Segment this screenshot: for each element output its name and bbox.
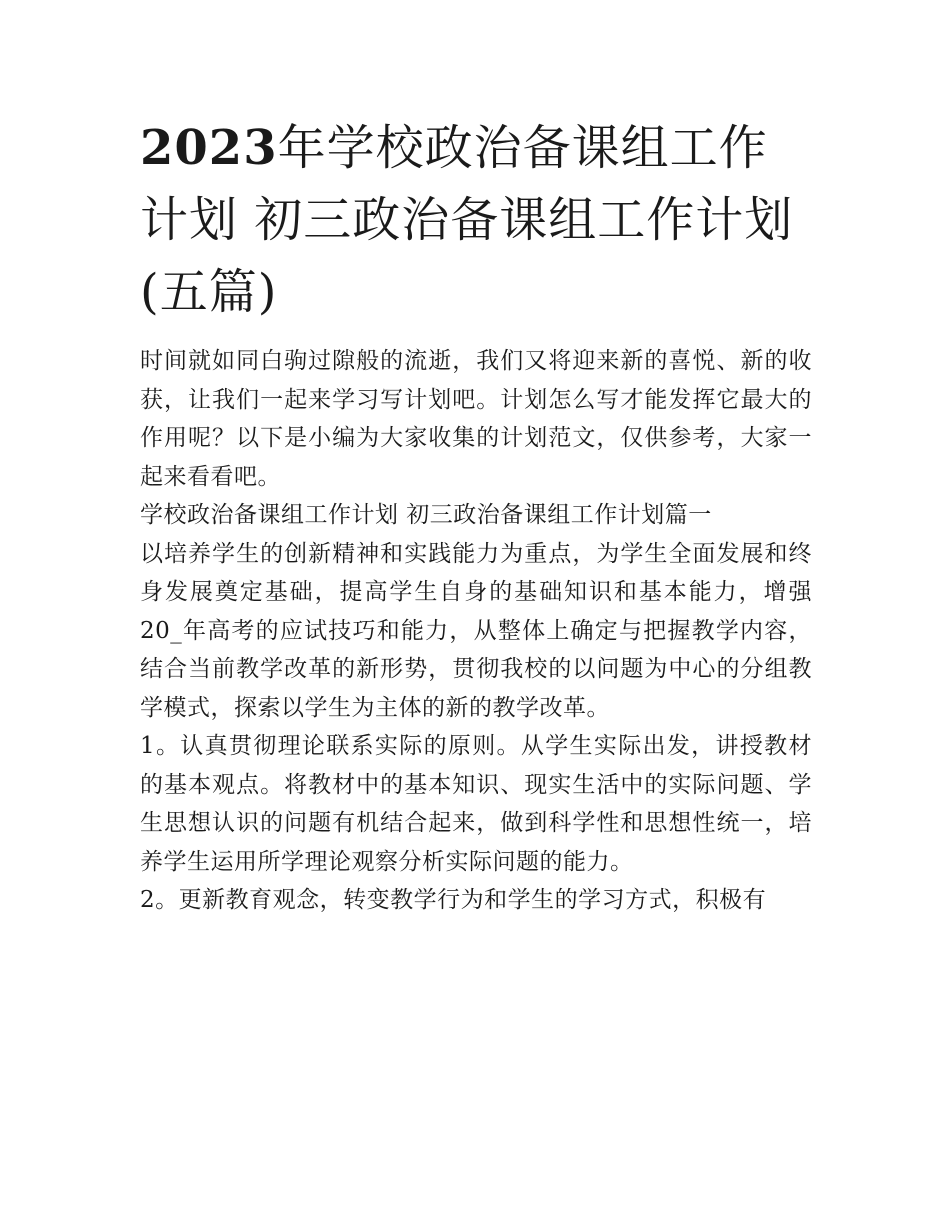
list-item-1: 1。认真贯彻理论联系实际的原则。从学生实际出发，讲授教材的基本观点。将教材中的基本知识、现实生活中的实际问题、学生思想认识的问题有机结合起来，做到科学性和思想性统一，培养学生运用所学理论观察分析实际问题的能力。 (140, 733, 812, 875)
title-text: 年学校政治备课组工作计划 初三政治备课组工作计划(五篇) (140, 120, 794, 320)
intro-paragraph: 时间就如同白驹过隙般的流逝，我们又将迎来新的喜悦、新的收获，让我们一起来学习写计划吧。计划怎么写才能发挥它最大的作用呢？以下是小编为大家收集的计划范文，仅供参考，大家一起来看看吧。 (140, 348, 812, 490)
body-paragraph: 以培养学生的创新精神和实践能力为重点，为学生全面发展和终身发展奠定基础，提高学生自身的基础知识和基本能力，增强20_年高考的应试技巧和能力，从整体上确定与把握教学内容，结合当前教学改革的新形势，贯彻我校的以问题为中心的分组教学模式，探索以学生为主体的新的教学改革。 (140, 540, 812, 721)
section-heading: 学校政治备课组工作计划 初三政治备课组工作计划篇一 (140, 502, 712, 528)
document-title (140, 112, 812, 328)
list-item-2: 2。更新教育观念，转变教学行为和学生的学习方式，积极有 (140, 887, 767, 913)
document-page (140, 112, 812, 920)
title-year: 2023 (140, 120, 278, 176)
